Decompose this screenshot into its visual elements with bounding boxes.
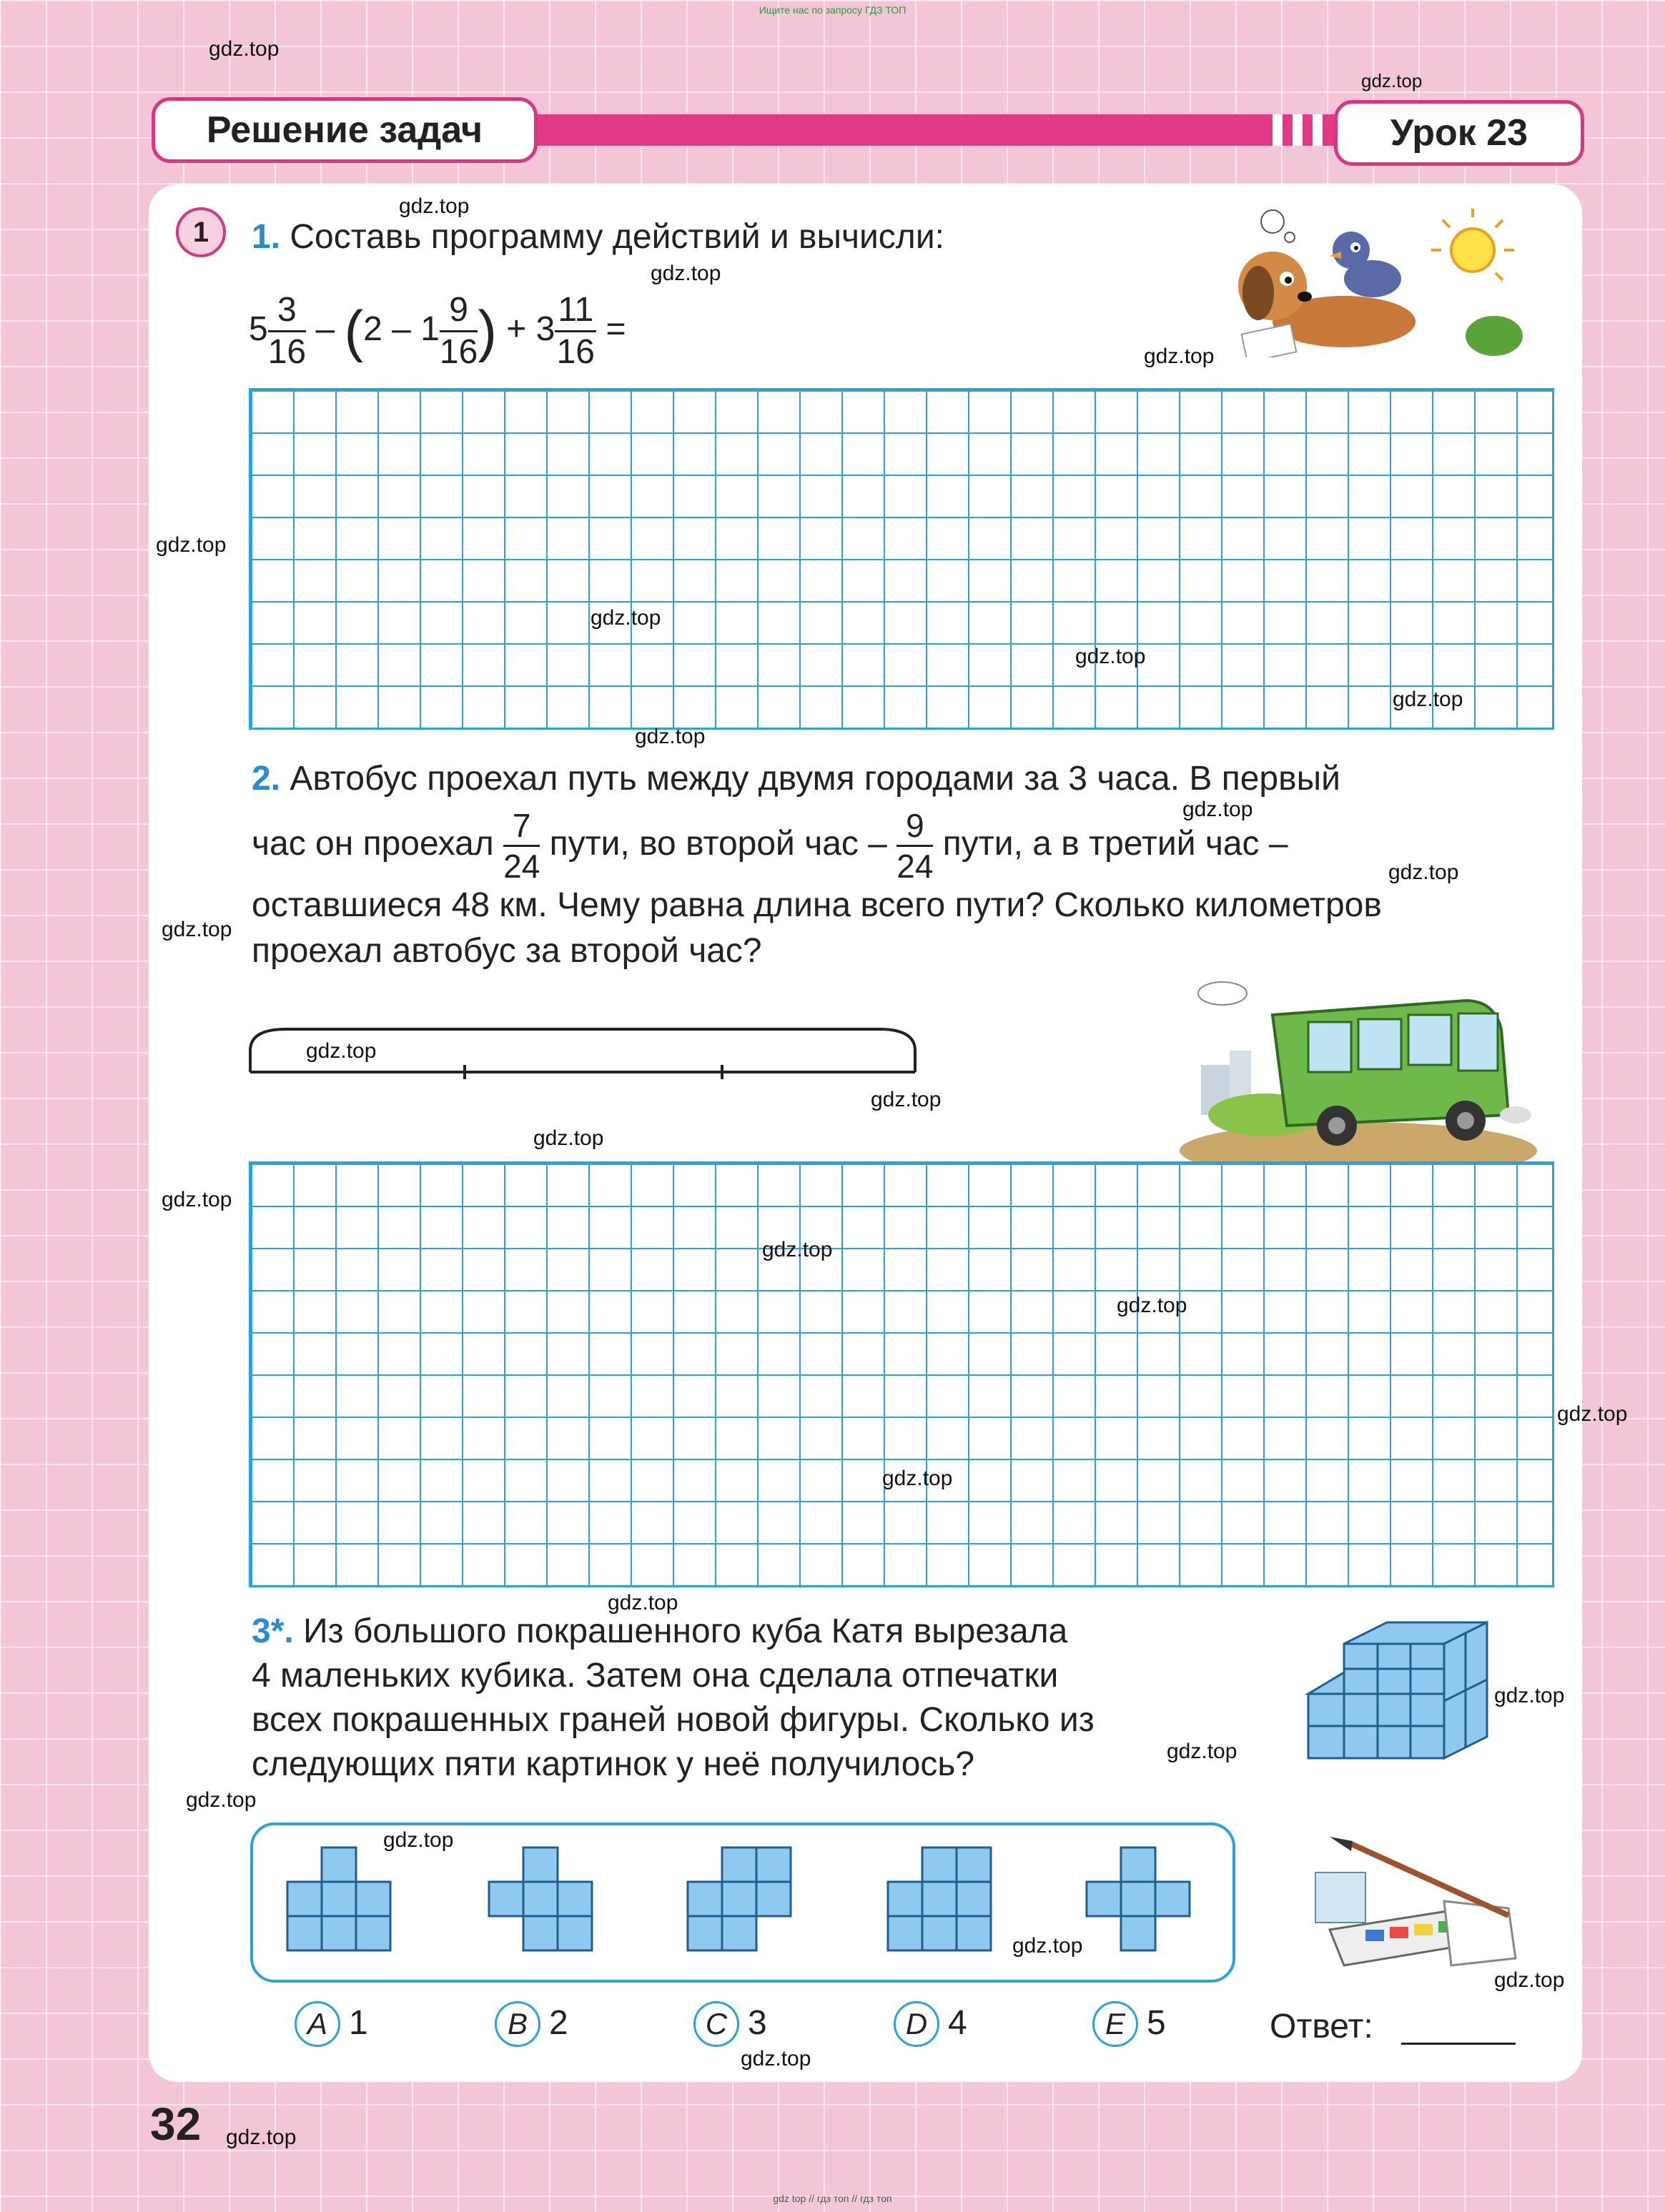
watermark: gdz.top (1012, 1934, 1083, 1958)
watermark: gdz.top (1388, 861, 1459, 884)
task2-line2c: пути, а в третий час – (942, 825, 1288, 863)
print-picture-5 (1087, 1848, 1190, 1950)
denominator: 24 (896, 848, 934, 885)
option-e[interactable] (1092, 2001, 1166, 2047)
task2-line1: Автобус проехал путь между двумя городами за 3 часа. В первый (290, 760, 1340, 798)
watermark: gdz.top (306, 1039, 377, 1063)
header-stripe (1273, 114, 1283, 146)
mixed-whole: 5 (249, 310, 268, 349)
section-title: Решение задач (152, 97, 538, 163)
print-picture-3 (688, 1848, 791, 1950)
header-bar (465, 114, 1337, 146)
watermark: gdz.top (591, 606, 661, 630)
fraction (503, 809, 540, 883)
fraction (555, 293, 596, 370)
watermark: gdz.top (1182, 798, 1253, 821)
operator: – (392, 310, 411, 349)
watermark: gdz.top (1393, 688, 1463, 711)
fraction (896, 809, 933, 883)
option-value: 3 (748, 2004, 767, 2042)
watermark: gdz.top (1494, 1968, 1565, 1992)
numerator: 9 (440, 293, 478, 332)
watermark: gdz.top (209, 37, 280, 61)
task2-line2b: пути, во второй час – (549, 825, 887, 863)
cube-figure (1301, 1615, 1501, 1801)
paren: ( (344, 299, 364, 363)
watermark: gdz.top (1075, 645, 1146, 668)
task1-heading (252, 214, 944, 260)
option-value: 5 (1147, 2004, 1166, 2042)
task2-number: 2. (252, 760, 281, 798)
watermark: gdz.top (399, 194, 470, 218)
answer-line[interactable] (1401, 2043, 1516, 2045)
watermark: gdz.top (1144, 344, 1215, 368)
option-value: 1 (349, 2004, 368, 2042)
watermark: gdz.top (762, 1238, 833, 1261)
operator: – (315, 310, 335, 349)
numerator: 11 (555, 293, 596, 332)
task1-expression (249, 293, 626, 370)
fraction (268, 293, 306, 370)
watermark: gdz.top (1557, 1402, 1628, 1426)
denominator: 16 (267, 333, 307, 371)
watermark: gdz.top (651, 262, 721, 285)
option-c[interactable] (693, 2001, 767, 2047)
mixed-whole: 1 (420, 310, 440, 349)
numerator: 7 (503, 809, 540, 847)
denominator: 24 (503, 848, 540, 885)
watermark: gdz.top (608, 1591, 678, 1615)
task3-number: 3*. (252, 1612, 294, 1650)
bus-illustration (1180, 972, 1544, 1186)
numerator: 3 (268, 293, 306, 332)
page-number: 32 (150, 2098, 202, 2150)
print-picture-4 (888, 1848, 991, 1950)
watermark: gdz.top (162, 1188, 232, 1211)
task2-grid[interactable] (249, 1161, 1554, 1587)
equals-sign: = (606, 310, 626, 349)
dog-bird-illustration (1215, 207, 1523, 357)
option-value: 4 (948, 2004, 967, 2042)
watermark: gdz.top (882, 1467, 953, 1490)
task2-line (252, 756, 1553, 802)
header-stripe (1293, 114, 1303, 146)
top-note: Ищите нас по запросу ГДЗ ТОП (759, 4, 906, 16)
task1-number: 1. (252, 218, 281, 256)
task2-line4: проехал автобус за второй час? (252, 932, 762, 970)
task2-text (252, 756, 1553, 974)
task1-grid[interactable] (249, 388, 1554, 730)
option-letter: C (693, 2001, 739, 2047)
watermark: gdz.top (383, 1828, 454, 1852)
print-picture-2 (489, 1848, 592, 1950)
option-b[interactable] (495, 2001, 568, 2047)
denominator: 16 (439, 333, 478, 371)
header-stripe (1313, 114, 1323, 146)
task3-line1: Из большого покрашенного куба Катя вырезала (303, 1612, 1068, 1650)
watermark: gdz.top (226, 2126, 297, 2149)
option-d[interactable] (894, 2001, 967, 2047)
option-letter: A (295, 2001, 340, 2047)
watermark: gdz.top (1361, 70, 1423, 91)
watermark: gdz.top (186, 1788, 257, 1812)
task2-line2a: час он проехал (252, 825, 494, 863)
section-number-badge: 1 (176, 207, 226, 257)
watermark: gdz.top (741, 2047, 811, 2070)
task3-line3: всех покрашенных граней новой фигуры. Сколько из (252, 1701, 1095, 1739)
task2-line3: оставшиеся 48 км. Чему равна длина всего пути? Сколько километров (252, 886, 1382, 924)
task3-line4: следующих пяти картинок у неё получилось? (252, 1745, 975, 1783)
operator: + (506, 310, 527, 349)
watermark: gdz.top (533, 1126, 604, 1150)
answer-label: Ответ: (1270, 2008, 1373, 2045)
option-letter: B (495, 2001, 540, 2047)
number: 2 (363, 310, 382, 349)
option-a[interactable] (295, 2001, 368, 2047)
mixed-whole: 3 (535, 310, 555, 349)
print-picture-1 (287, 1848, 390, 1950)
watermark: gdz.top (871, 1088, 942, 1111)
bottom-note: gdz top // гдз топ // гдз топ (773, 2193, 892, 2204)
watermark: gdz.top (156, 533, 227, 557)
watermark: gdz.top (1167, 1740, 1237, 1763)
task1-text: Составь программу действий и вычисли: (290, 218, 944, 256)
watermark: gdz.top (1494, 1684, 1565, 1707)
option-letter: E (1092, 2001, 1138, 2047)
watermark: gdz.top (162, 918, 232, 941)
option-value: 2 (549, 2004, 568, 2042)
paints-brush-illustration (1301, 1830, 1530, 1973)
task3-text (252, 1610, 1238, 1787)
numerator: 9 (896, 809, 933, 847)
fraction (440, 293, 478, 370)
watermark: gdz.top (635, 725, 706, 748)
option-letter: D (894, 2001, 939, 2047)
denominator: 16 (556, 333, 595, 371)
task3-line (252, 1610, 1238, 1654)
watermark: gdz.top (1117, 1294, 1187, 1317)
task3-line2: 4 маленьких кубика. Затем она сделала отпечатки (252, 1657, 1059, 1695)
paren: ) (478, 299, 497, 363)
task2-line (252, 809, 1553, 883)
lesson-title: Урок 23 (1334, 100, 1584, 166)
